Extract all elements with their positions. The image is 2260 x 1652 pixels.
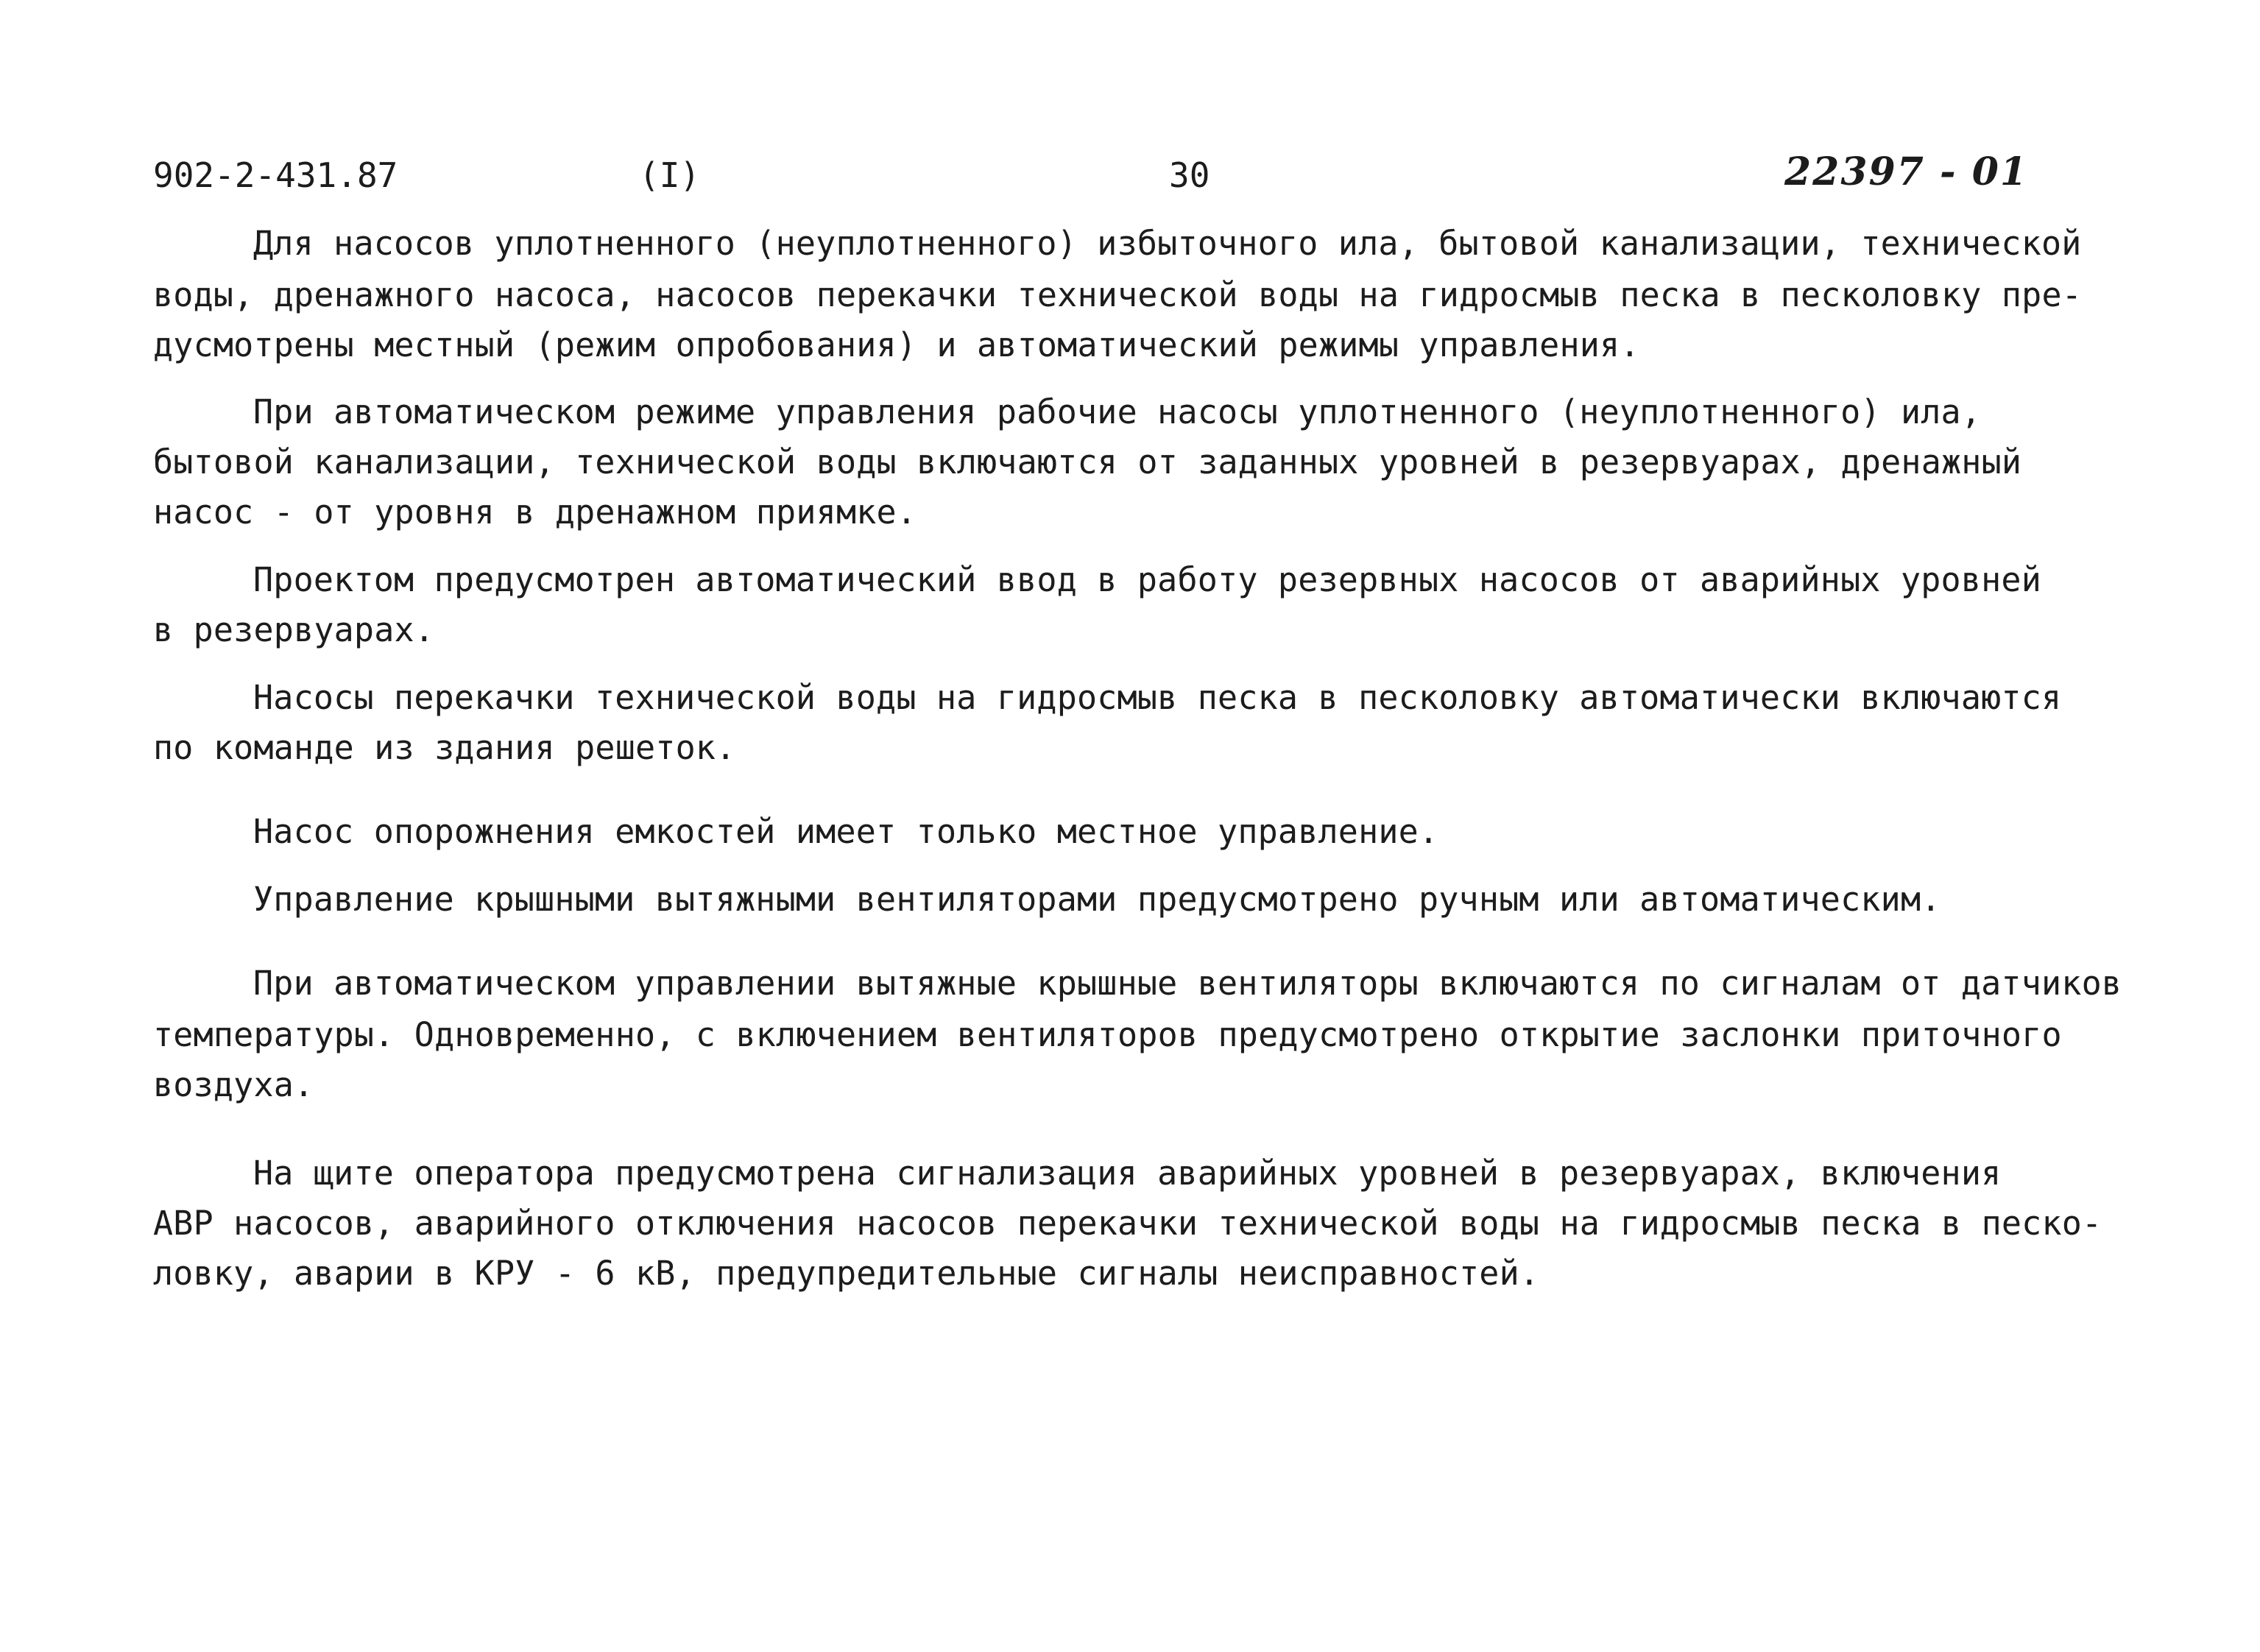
- paragraph-7-line-2: температуры. Одновременно, с включением вентиляторов предусмотрено открытие заслонки приточного: [153, 1015, 2062, 1054]
- paragraph-2-line-2: бытовой канализации, технической воды включаются от заданных уровней в резервуарах, дренажный: [153, 442, 2022, 481]
- paragraph-7-line-3: воздуха.: [153, 1065, 314, 1104]
- paragraph-6-line-1: Управление крышными вытяжными вентиляторами предусмотрено ручным или автоматическим.: [253, 880, 1941, 919]
- inventory-number: 22397 - 01: [1784, 149, 2029, 194]
- paragraph-8-line-1: На щите оператора предусмотрена сигнализация аварийных уровней в резервуарах, включения: [253, 1154, 2002, 1193]
- paragraph-4-line-1: Насосы перекачки технической воды на гидросмыв песка в песколовку автоматически включаются: [253, 678, 2062, 717]
- paragraph-3-line-2: в резервуарах.: [153, 610, 435, 649]
- paragraph-1-line-3: дусмотрены местный (режим опробования) и автоматический режимы управления.: [153, 325, 1640, 364]
- paragraph-5-line-1: Насос опорожнения емкостей имеет только местное управление.: [253, 812, 1439, 851]
- part-number: (I): [639, 155, 701, 195]
- paragraph-3-line-1: Проектом предусмотрен автоматический ввод в работу резервных насосов от аварийных уровней: [253, 560, 2042, 599]
- paragraph-2-line-1: При автоматическом режиме управления рабочие насосы уплотненного (неуплотненного) ила,: [253, 392, 1982, 431]
- paragraph-4-line-2: по команде из здания решеток.: [153, 728, 736, 767]
- document-code: 902-2-431.87: [153, 155, 398, 195]
- paragraph-8-line-3: ловку, аварии в КРУ - 6 кВ, предупредительные сигналы неисправностей.: [153, 1254, 1540, 1293]
- page-number: 30: [1169, 155, 1210, 195]
- paragraph-7-line-1: При автоматическом управлении вытяжные крышные вентиляторы включаются по сигналам от датчиков: [253, 964, 2122, 1003]
- paragraph-1-line-2: воды, дренажного насоса, насосов перекачки технической воды на гидросмыв песка в песколовку пре-: [153, 275, 2083, 314]
- paragraph-2-line-3: насос - от уровня в дренажном приямке.: [153, 493, 917, 532]
- paragraph-1-line-1: Для насосов уплотненного (неуплотненного) избыточного ила, бытовой канализации, технической: [253, 224, 2082, 263]
- paragraph-8-line-2: АВР насосов, аварийного отключения насосов перекачки технической воды на гидросмыв песка в песко-: [153, 1204, 2102, 1243]
